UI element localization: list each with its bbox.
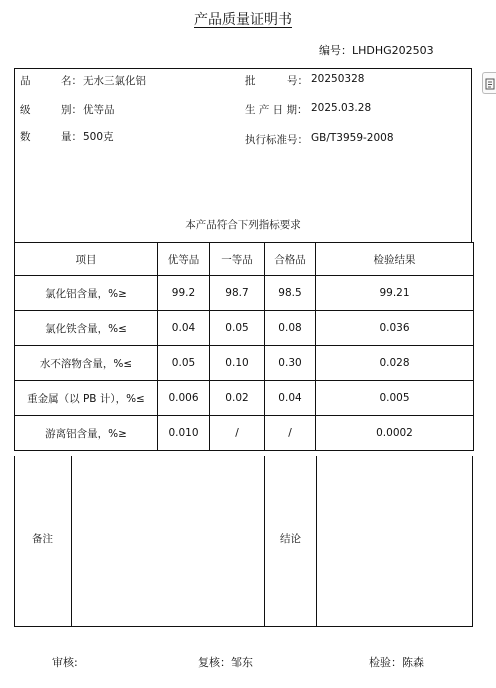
- divider: [316, 456, 317, 627]
- inspector-signature: 检验：陈森: [369, 656, 424, 669]
- row-premium: 0.006: [158, 381, 210, 416]
- row-premium: 0.05: [158, 346, 210, 381]
- row-premium: 0.010: [158, 416, 210, 451]
- batch-label-1: 批: [245, 75, 256, 87]
- table-row: [15, 381, 474, 416]
- row-qualified: 0.08: [265, 311, 316, 346]
- row-qualified: /: [265, 416, 316, 451]
- divider: [71, 456, 72, 627]
- remarks-label: 备注: [32, 533, 53, 545]
- table-row: [15, 311, 474, 346]
- header-item: 项目: [15, 243, 158, 276]
- row-first-grade: 98.7: [210, 276, 265, 311]
- production-date-value: 2025.03.28: [311, 102, 372, 114]
- row-result: 99.21: [316, 276, 474, 311]
- quantity-value: 500克: [83, 131, 114, 143]
- remarks-conclusion-box: [14, 456, 473, 627]
- product-name-value: 无水三氯化铝: [83, 75, 146, 87]
- name-label-2: 名：: [61, 75, 82, 87]
- table-row: [15, 276, 474, 311]
- rechecker-signature: 复核：邹东: [198, 656, 253, 669]
- row-result: 0.0002: [316, 416, 474, 451]
- table-row: [15, 416, 474, 451]
- table-header-row: [15, 243, 474, 276]
- document-number: [319, 42, 434, 58]
- name-label-1: 品: [20, 75, 31, 87]
- row-item: 氯化铝含量，%≥: [15, 276, 158, 311]
- row-result: 0.028: [316, 346, 474, 381]
- row-item: 水不溶物含量，%≤: [15, 346, 158, 381]
- row-result: 0.036: [316, 311, 474, 346]
- document-number-value: LHDHG202503: [352, 44, 434, 57]
- batch-number-value: 20250328: [311, 73, 365, 85]
- divider: [264, 456, 265, 627]
- row-first-grade: 0.02: [210, 381, 265, 416]
- row-first-grade: 0.10: [210, 346, 265, 381]
- production-date-label: 生 产 日 期：: [245, 104, 308, 116]
- header-result: 检验结果: [316, 243, 474, 276]
- document-number-label: 编号：: [319, 44, 352, 57]
- row-first-grade: /: [210, 416, 265, 451]
- spec-table: [14, 242, 474, 451]
- quantity-label-2: 量：: [61, 131, 82, 143]
- conclusion-label: 结论: [280, 533, 301, 545]
- row-item: 游离铝含量，%≥: [15, 416, 158, 451]
- row-result: 0.005: [316, 381, 474, 416]
- row-premium: 0.04: [158, 311, 210, 346]
- reviewer-signature: 审核:: [52, 656, 78, 669]
- page-icon[interactable]: [482, 72, 496, 94]
- header-qualified: 合格品: [265, 243, 316, 276]
- table-row: [15, 346, 474, 381]
- header-premium: 优等品: [158, 243, 210, 276]
- grade-value: 优等品: [83, 104, 115, 116]
- row-qualified: 0.04: [265, 381, 316, 416]
- product-info-box: [14, 68, 472, 242]
- quantity-label-1: 数: [20, 131, 31, 143]
- batch-label-2: 号：: [287, 75, 308, 87]
- row-item: 重金属（以 PB 计），%≤: [15, 381, 158, 416]
- grade-label-2: 别：: [61, 104, 82, 116]
- standard-label: 执行标准号：: [245, 134, 308, 146]
- row-qualified: 0.30: [265, 346, 316, 381]
- document-title: 产品质量证明书: [194, 12, 292, 28]
- row-premium: 99.2: [158, 276, 210, 311]
- header-first-grade: 一等品: [210, 243, 265, 276]
- row-qualified: 98.5: [265, 276, 316, 311]
- standard-value: GB/T3959-2008: [311, 132, 394, 144]
- row-first-grade: 0.05: [210, 311, 265, 346]
- row-item: 氯化铁含量，%≤: [15, 311, 158, 346]
- compliance-note: 本产品符合下列指标要求: [185, 219, 301, 231]
- grade-label-1: 级: [20, 104, 31, 116]
